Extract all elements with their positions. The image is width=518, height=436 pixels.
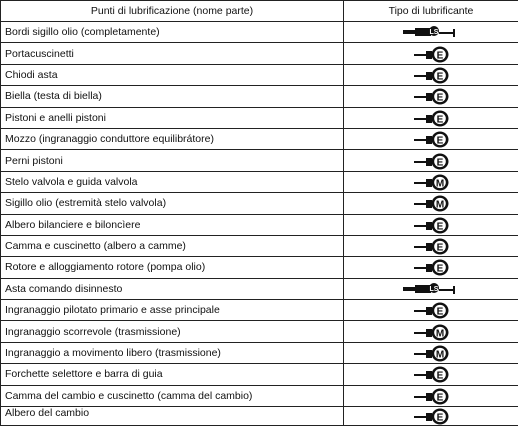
column-header-part: Punti di lubrificazione (nome parte) [1,1,344,22]
lubricant-type-cell [344,407,518,426]
lubricant-type-cell [344,278,518,299]
svg-text:E: E [436,221,444,233]
grease-gun-icon [348,280,518,298]
lubrication-point-cell: Perni pistoni [1,150,344,171]
lubrication-point-cell: Pistoni e anelli pistoni [1,107,344,128]
table-body [1,22,518,426]
engine-oil-e-icon [348,407,518,425]
lubrication-point-cell: Stelo valvola e guida valvola [1,171,344,192]
lubricant-type-cell [344,364,518,385]
engine-oil-e-icon [348,45,518,63]
lubricant-type-cell [344,385,518,406]
svg-text:E: E [436,92,444,104]
lubricant-type-cell [344,43,518,64]
lubrication-point-cell: Rotore e alloggiamento rotore (pompa olio) [1,257,344,278]
molybdenum-oil-m-icon [348,323,518,341]
lubricant-type-cell [344,193,518,214]
lubrication-point-cell: Asta comando disinnesto [1,278,344,299]
svg-text:M: M [435,327,445,339]
engine-oil-e-icon [348,130,518,148]
lubricant-type-cell [344,107,518,128]
svg-text:E: E [436,49,444,61]
svg-text:E: E [436,114,444,126]
table-row [1,64,518,85]
table-row [1,128,518,149]
table-row [1,385,518,406]
lubrication-point-cell: Sigillo olio (estremità stelo valvola) [1,193,344,214]
table-row [1,193,518,214]
engine-oil-e-icon [348,216,518,234]
table-row [1,214,518,235]
table-row [1,235,518,256]
lubrication-point-cell: Ingranaggio pilotato primario e asse principale [1,300,344,321]
lubrication-point-cell: Chiodi asta [1,64,344,85]
svg-text:E: E [436,306,444,318]
engine-oil-e-icon [348,237,518,255]
svg-text:E: E [436,156,444,168]
table-row [1,43,518,64]
table-row [1,150,518,171]
lubricant-type-cell [344,257,518,278]
lubrication-point-cell: Bordi sigillo olio (completamente) [1,22,344,43]
table-row [1,364,518,385]
lubrication-point-cell: Camma del cambio e cuscinetto (camma del cambio) [1,385,344,406]
lubricant-type-cell [344,214,518,235]
lubrication-point-cell: Camma e cuscinetto (albero a camme) [1,235,344,256]
lubrication-point-cell: Portacuscinetti [1,43,344,64]
lubrication-point-cell: Albero del cambio [1,407,344,426]
molybdenum-oil-m-icon [348,173,518,191]
lubrication-point-cell: Mozzo (ingranaggio conduttore equilibrátore) [1,128,344,149]
svg-text:E: E [436,412,444,424]
table-header-row [1,1,518,22]
engine-oil-e-icon [348,109,518,127]
molybdenum-oil-m-icon [348,194,518,212]
molybdenum-oil-m-icon [348,344,518,362]
engine-oil-e-icon [348,365,518,383]
lubrication-point-cell: Ingranaggio a movimento libero (trasmissione) [1,342,344,363]
lubricant-type-cell [344,150,518,171]
lubricant-type-cell [344,171,518,192]
svg-text:LS: LS [429,285,439,293]
engine-oil-e-icon [348,387,518,405]
lubricant-type-cell [344,342,518,363]
lubricant-type-cell [344,235,518,256]
engine-oil-e-icon [348,152,518,170]
table-row [1,257,518,278]
svg-text:E: E [436,71,444,83]
lubrication-point-cell: Biella (testa di biella) [1,86,344,107]
svg-text:E: E [436,135,444,147]
table-row [1,171,518,192]
table-row [1,407,518,426]
lubricant-type-cell [344,22,518,43]
lubricant-type-cell [344,64,518,85]
table-row [1,107,518,128]
engine-oil-e-icon [348,87,518,105]
lubrication-point-cell: Ingranaggio scorrevole (trasmissione) [1,321,344,342]
lubrication-point-cell: Forchette selettore e barra di guia [1,364,344,385]
grease-gun-icon [348,23,518,41]
column-header-type: Tipo di lubrificante [344,1,518,22]
engine-oil-e-icon [348,301,518,319]
svg-text:LS: LS [429,29,439,37]
svg-text:E: E [436,370,444,382]
engine-oil-e-icon [348,66,518,84]
svg-text:E: E [436,242,444,254]
table-row [1,22,518,43]
lubricant-type-cell [344,300,518,321]
lubrication-point-cell: Albero bilanciere e biloncìere [1,214,344,235]
engine-oil-e-icon [348,258,518,276]
svg-text:E: E [436,263,444,275]
table-row [1,86,518,107]
lubricant-type-cell [344,86,518,107]
svg-text:M: M [435,349,445,361]
table-row [1,278,518,299]
lubricant-type-cell [344,128,518,149]
svg-text:M: M [435,199,445,211]
table-row [1,321,518,342]
table-row [1,342,518,363]
table-row [1,300,518,321]
svg-text:M: M [435,178,445,190]
svg-text:E: E [436,392,444,404]
lubricant-type-cell [344,321,518,342]
